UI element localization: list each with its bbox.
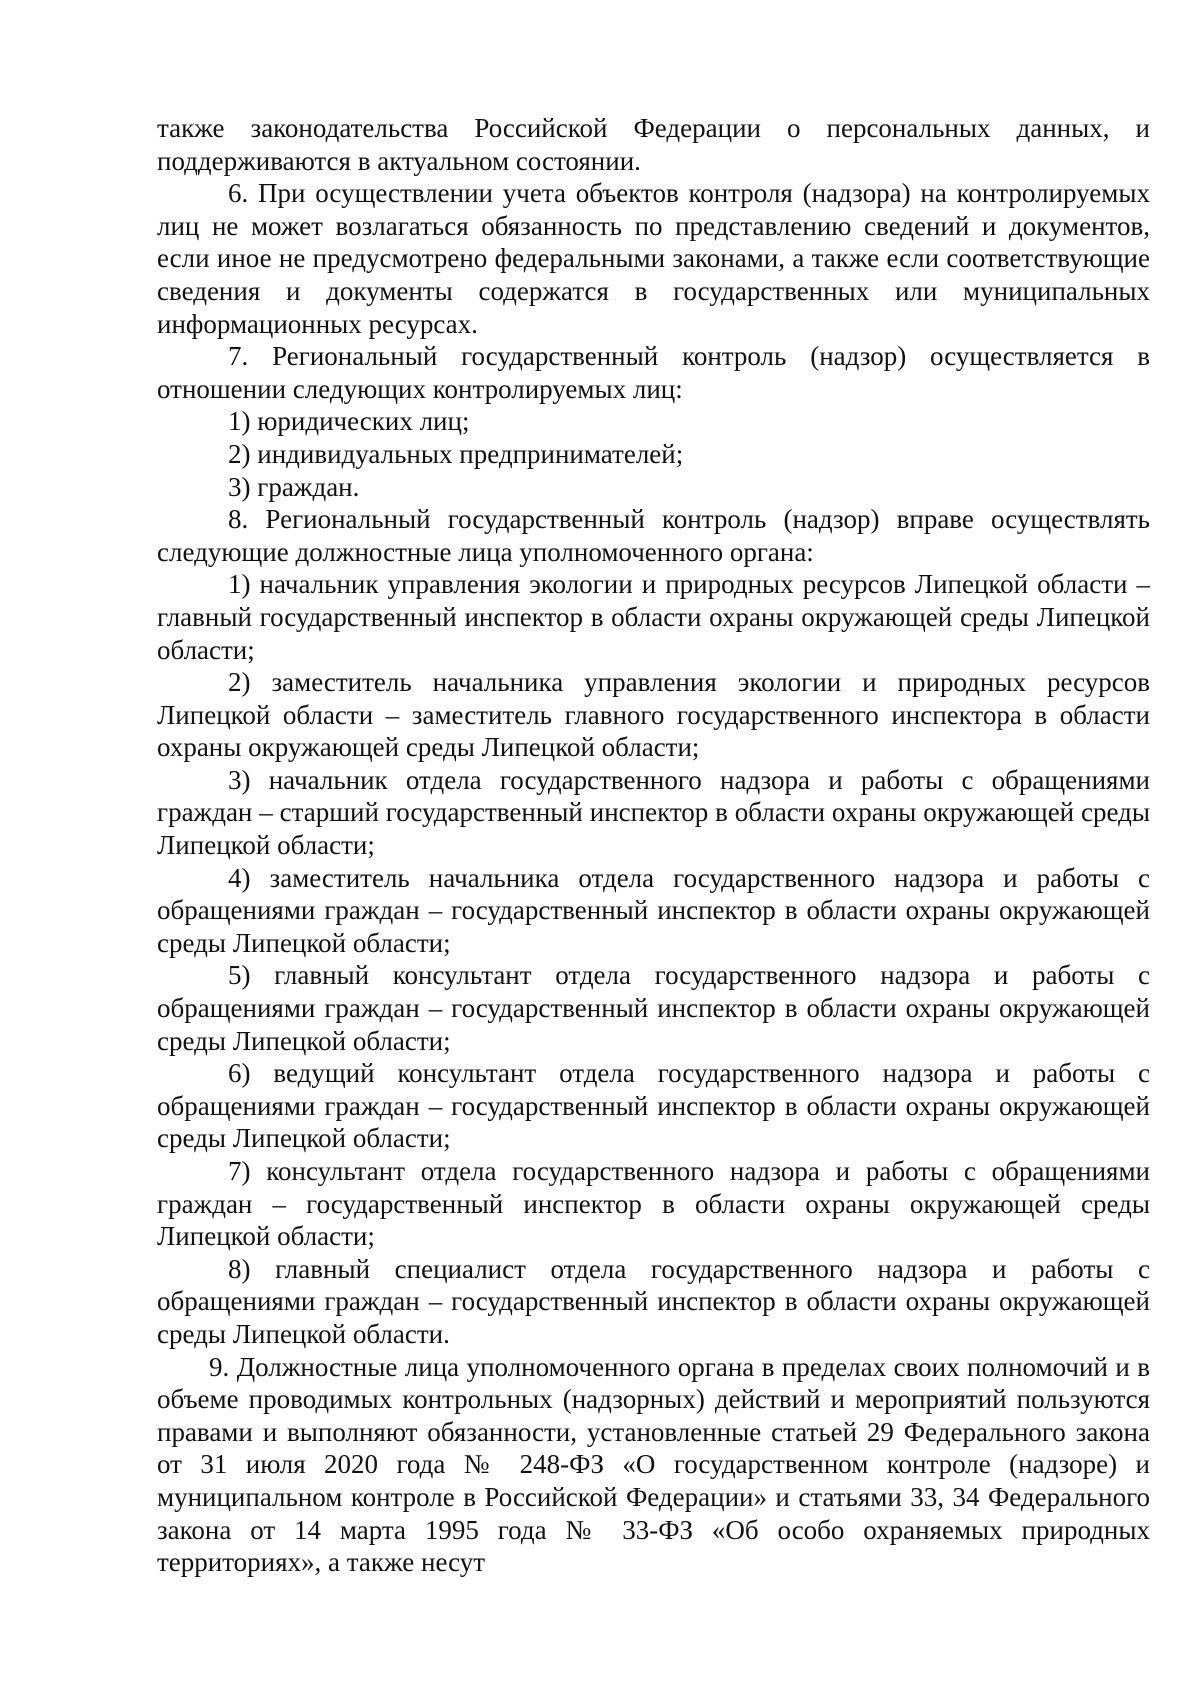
paragraph-continuation: также законодательства Российской Федерации о персональных данных, и поддерживаются в актуальном состоянии. [157,113,1150,176]
list-item-8-7: 7) консультант отдела государственного надзора и работы с обращениями граждан – государственный инспектор в области охраны окружающей среды Липецкой области; [157,1156,1150,1252]
list-item-8-4: 4) заместитель начальника отдела государственного надзора и работы с обращениями граждан – государственный инспектор в области охраны окружающей среды Липецкой области; [157,862,1150,958]
list-item-8-6: 6) ведущий консультант отдела государственного надзора и работы с обращениями граждан – государственный инспектор в области охраны окружающей среды Липецкой области; [157,1058,1150,1154]
paragraph-7: 7. Региональный государственный контроль (надзор) осуществляется в отношении следующих контролируемых лиц: [157,341,1150,404]
paragraph-8: 8. Региональный государственный контроль (надзор) вправе осуществлять следующие должностные лица уполномоченного органа: [157,504,1150,567]
list-item-7-3: 3) граждан. [228,471,360,502]
list-item-8-1: 1) начальник управления экологии и природных ресурсов Липецкой области – главный государственный инспектор в области охраны окружающей среды Липецкой области; [157,569,1150,665]
document-page [157,112,1150,1579]
list-item-8-3: 3) начальник отдела государственного надзора и работы с обращениями граждан – старший государственный инспектор в области охраны окружающей среды Липецкой области; [157,764,1150,861]
paragraph-6: 6. При осуществлении учета объектов контроля (надзора) на контролируемых лиц не может возлагаться обязанность по представлению сведений и документов, если иное не предусмотрено федеральными законами, а также если соответствующие сведения и документы содержатся в государственных или муниципальных информационных ресурсах. [157,178,1150,339]
list-item-7-2: 2) индивидуальных предпринимателей; [228,438,684,469]
list-item-8-5: 5) главный консультант отдела государственного надзора и работы с обращениями граждан – государственный инспектор в области охраны окружающей среды Липецкой области; [157,960,1150,1056]
list-item-7-1: 1) юридических лиц; [228,406,470,437]
paragraph-9: 9. Должностные лица уполномоченного органа в пределах своих полномочий и в объеме проводимых контрольных (надзорных) действий и мероприятий пользуются правами и выполняют обязанности, установленные статьей 29 Федерального закона от 31 июля 2020 года № 248-ФЗ «О государственном контроле (надзоре) и муниципальном контроле в Российской Федерации» и статьями 33, 34 Федерального закона от 14 марта 1995 года № 33-ФЗ «Об особо охраняемых природных территориях», а также несут [157,1351,1150,1578]
list-item-8-8: 8) главный специалист отдела государственного надзора и работы с обращениями граждан – государственный инспектор в области охраны окружающей среды Липецкой области. [157,1253,1150,1349]
list-item-8-2: 2) заместитель начальника управления экологии и природных ресурсов Липецкой области – заместитель главного государственного инспектора в области охраны окружающей среды Липецкой области; [157,667,1150,763]
